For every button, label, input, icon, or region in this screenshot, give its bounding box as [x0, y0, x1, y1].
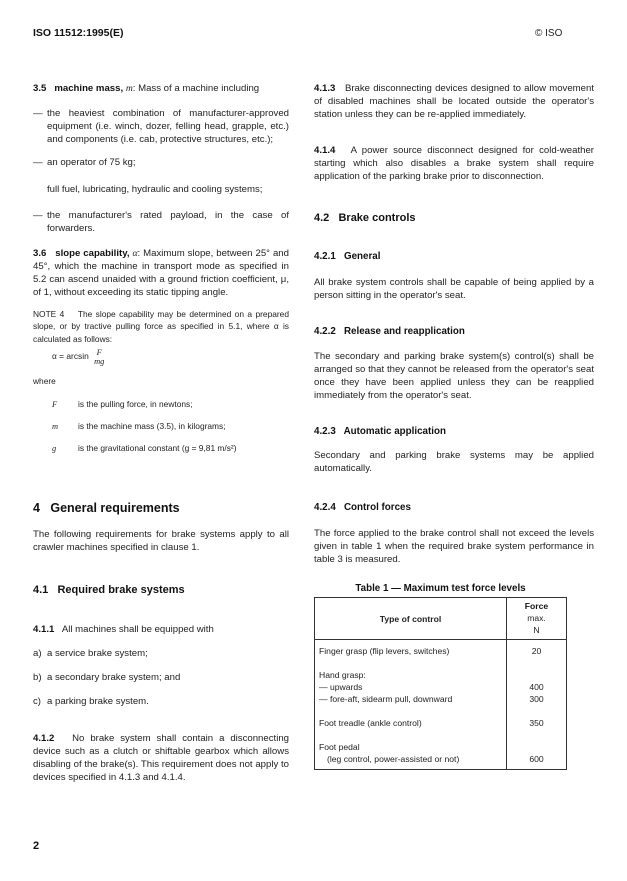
copyright: © ISO — [535, 28, 563, 39]
right-column — [314, 82, 594, 770]
cell-text: Finger grasp (flip levers, switches) — [319, 646, 450, 656]
clause-4-1-3: 4.1.3 Brake disconnecting devices designed to allow movement of disabled machines shall be located outside the operator's station unless they can be re-applied immediately. — [314, 83, 594, 120]
cell-text: Foot pedal — [319, 742, 360, 752]
clause-4-2-1-heading: 4.2.1 General — [314, 251, 381, 262]
cell-value: 20 — [531, 646, 542, 656]
force-value-cell — [507, 709, 567, 733]
force-table — [314, 597, 567, 770]
clause-4-2-1-text: All brake system controls shall be capable of being applied by a person sitting in the operator's seat. — [314, 277, 594, 301]
list-item: — an operator of 75 kg; — [33, 157, 136, 168]
variable-definition: F is the pulling force, in newtons; — [52, 398, 193, 409]
variable-definition: m is the machine mass (3.5), in kilograms; — [52, 420, 226, 431]
cell-text: Hand grasp: — [319, 670, 366, 680]
section-4-2-heading: 4.2 Brake controls — [314, 212, 416, 224]
list-item: b) a secondary brake system; and — [33, 671, 181, 683]
control-type-cell — [315, 661, 507, 709]
cell-text: — upwards — [319, 682, 363, 692]
cell-value: 600 — [529, 754, 544, 764]
table-row — [315, 709, 567, 733]
clause-4-2-2-text: The secondary and parking brake system(s) control(s) shall be arranged so that they cannot be released from the operator's seat once they have been applied unless they can be reapplied immediately from the operator's seat. — [314, 351, 594, 401]
clause-4-1-4: 4.1.4 A power source disconnect designed for cold-weather starting which also disables a brake system shall require application of the parking brake prior to disconnection. — [314, 145, 595, 182]
document-id: ISO 11512:1995(E) — [33, 27, 124, 39]
control-type-cell — [315, 709, 507, 733]
clause-4-2-4-text: The force applied to the brake control shall not exceed the levels given in table 1 when the required brake system performance in table 3 is measured. — [314, 528, 594, 565]
left-column — [33, 82, 289, 784]
list-item: c) a parking brake system. — [33, 695, 149, 707]
cell-text: — fore-aft, sidearm pull, downward — [319, 694, 453, 704]
cell-value — [511, 669, 562, 681]
cell-value: 350 — [529, 718, 544, 728]
list-item: full fuel, lubricating, hydraulic and cooling systems; — [47, 184, 263, 195]
table-row — [315, 640, 567, 662]
clause-3-5: 3.5 machine mass, m: Mass of a machine including — [33, 83, 260, 94]
clause-4-2-3-text: Secondary and parking brake systems may be applied automatically. — [314, 450, 594, 474]
section-4-text: The following requirements for brake systems apply to all crawler machines specified in clause 1. — [33, 528, 289, 553]
section-4-1-heading: 4.1 Required brake systems — [33, 583, 185, 596]
formula: α = arcsin F mg — [52, 348, 105, 367]
cell-value: 300 — [529, 694, 544, 704]
force-value-cell — [507, 661, 567, 709]
control-type-cell — [315, 733, 507, 770]
note-4: NOTE 4 The slope capability may be determined on a prepared slope, or by tractive pulling force as specified in 5.1, where α is calculated as follows: — [33, 309, 289, 344]
table-row — [315, 661, 567, 709]
clause-4-2-2-heading: 4.2.2 Release and reapplication — [314, 326, 465, 337]
clause-4-2-3-heading: 4.2.3 Automatic application — [314, 426, 446, 437]
table-title: Table 1 — Maximum test force levels — [355, 583, 526, 594]
clause-4-1-2: 4.1.2 No brake system shall contain a disconnecting device such as a clutch or shiftable gearbox which allows disabling of the brake(s). This requirement does not apply to devices specified in 4.1.3 and 4.1.4. — [33, 732, 289, 783]
clause-4-2-4-heading: 4.2.4 Control forces — [314, 502, 411, 513]
column-header: Type of control — [315, 598, 507, 640]
page-number: 2 — [33, 840, 40, 852]
clause-4-1-1: 4.1.1 All machines shall be equipped with — [33, 623, 214, 635]
control-type-cell — [315, 640, 507, 662]
cell-value — [511, 741, 562, 753]
force-value-cell — [507, 733, 567, 770]
cell-value: 400 — [529, 682, 544, 692]
section-4-heading: 4 General requirements — [33, 500, 180, 515]
cell-text: Foot treadle (ankle control) — [319, 718, 422, 728]
table-row — [315, 733, 567, 770]
cell-text: (leg control, power-assisted or not) — [327, 754, 460, 764]
list-item: a) a service brake system; — [33, 647, 148, 659]
clause-3-6: 3.6 slope capability, α: Maximum slope, between 25° and 45°, which the machine in transport mode as specified in 5.2 can ascend unaided with a ground friction coefficient, μ, of 1, without exceeding its static tipping angle. — [33, 248, 289, 298]
where-label: where — [33, 376, 56, 387]
list-item: — the manufacturer's rated payload, in the case of forwarders. — [33, 210, 289, 234]
list-item: — the heaviest combination of manufacturer-approved equipment (i.e. winch, dozer, felling head, grapple, etc.) and components (i.e. cab, protective structures, etc.); — [33, 108, 289, 145]
column-header: Force max. N — [524, 601, 549, 635]
variable-definition: g is the gravitational constant (g = 9,81 m/s²) — [52, 442, 237, 453]
force-value-cell — [507, 640, 567, 662]
